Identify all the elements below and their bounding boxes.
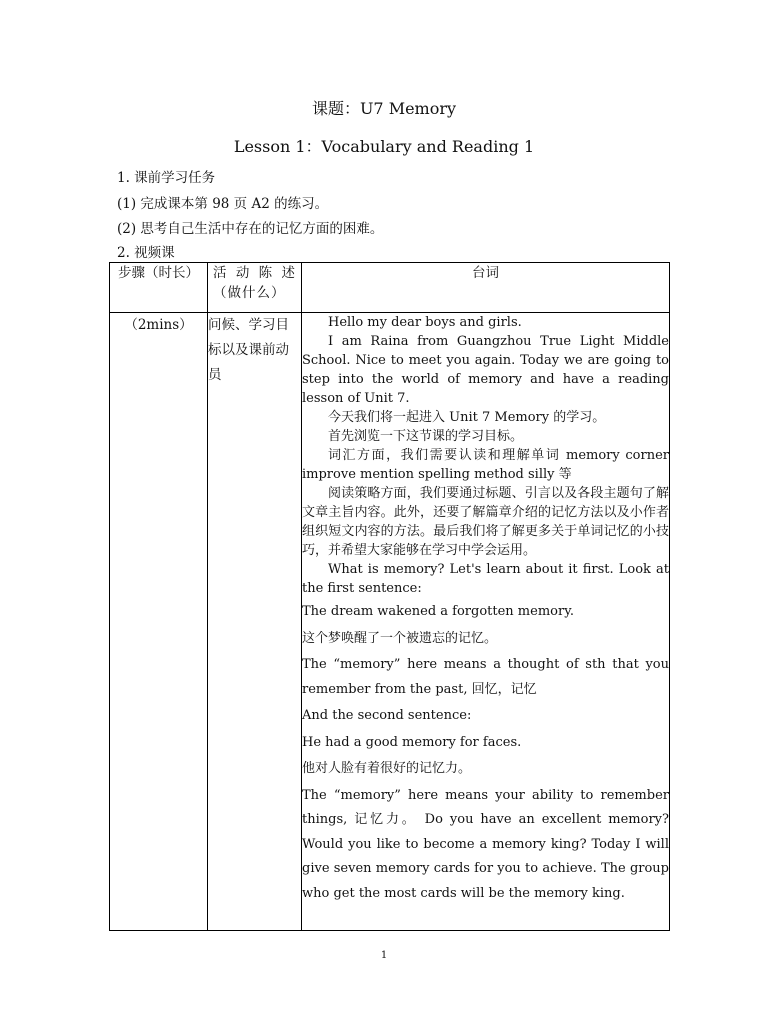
header-script: 台词 bbox=[302, 263, 670, 313]
script-what-is-memory: What is memory? Let's learn about it first. Look at the first sentence: bbox=[302, 562, 669, 596]
script-vocabulary-cn: 词汇方面，我们需要认读和理解单词 memory corner improve mention spelling method silly 等 bbox=[302, 448, 669, 482]
script-objectives-cn: 首先浏览一下这节课的学习目标。 bbox=[328, 429, 524, 444]
table-row bbox=[110, 313, 670, 931]
script-first-meaning: The “memory” here means a thought of sth that you remember from the past, 回忆，记忆 bbox=[302, 657, 669, 697]
script-second-translation: 他对人脸有着很好的记忆力。 bbox=[302, 761, 472, 776]
task-item-1: (1) 完成课本第 98 页 A2 的练习。 bbox=[117, 196, 329, 212]
script-second-sentence: He had a good memory for faces. bbox=[302, 734, 522, 750]
table-header-row bbox=[110, 263, 670, 313]
script-greeting: Hello my dear boys and girls. bbox=[328, 315, 522, 330]
task-heading: 1. 课前学习任务 bbox=[117, 170, 216, 186]
script-first-sentence: The dream wakened a forgotten memory. bbox=[302, 604, 574, 619]
script-introduction: I am Raina from Guangzhou True Light Middle School. Nice to meet you again. Today we are going to step into the world of memory and have a reading lesson of Unit 7. bbox=[302, 334, 669, 406]
page-number: 1 bbox=[380, 950, 388, 961]
row-activity: 问候、学习目标以及课前动员 bbox=[208, 313, 302, 931]
task-item-2: (2) 思考自己生活中存在的记忆方面的困难。 bbox=[117, 221, 384, 237]
script-unit-intro-cn: 今天我们将一起进入 Unit 7 Memory 的学习。 bbox=[328, 410, 606, 425]
script-second-meaning: The “memory” here means your ability to remember things, 记忆力。 Do you have an excellent memory? Would you like to become a memory king? Today I will give seven memory cards for you to achieve. The group who get the most cards will be the memory king. bbox=[302, 787, 669, 901]
document-title: 课题：U7 Memory bbox=[311, 99, 457, 118]
row-script bbox=[302, 313, 670, 931]
lesson-table bbox=[109, 262, 670, 931]
row-duration: （2mins） bbox=[110, 313, 208, 931]
section-video-heading: 2. 视频课 bbox=[117, 245, 175, 261]
script-second-intro: And the second sentence: bbox=[302, 708, 472, 723]
header-activity-description: 活 动 陈 述（做什么） bbox=[208, 263, 302, 313]
script-first-translation: 这个梦唤醒了一个被遗忘的记忆。 bbox=[302, 630, 498, 646]
header-step-duration: 步骤（时长） bbox=[110, 263, 208, 313]
lesson-subtitle: Lesson 1：Vocabulary and Reading 1 bbox=[233, 137, 535, 156]
script-reading-strategy-cn: 阅读策略方面，我们要通过标题、引言以及各段主题句了解文章主旨内容。此外，还要了解篇章介绍的记忆方法以及小作者组织短文内容的方法。最后我们将了解更多关于单词记忆的小技巧，并希望大家能够在学习中学会运用。 bbox=[302, 486, 669, 558]
